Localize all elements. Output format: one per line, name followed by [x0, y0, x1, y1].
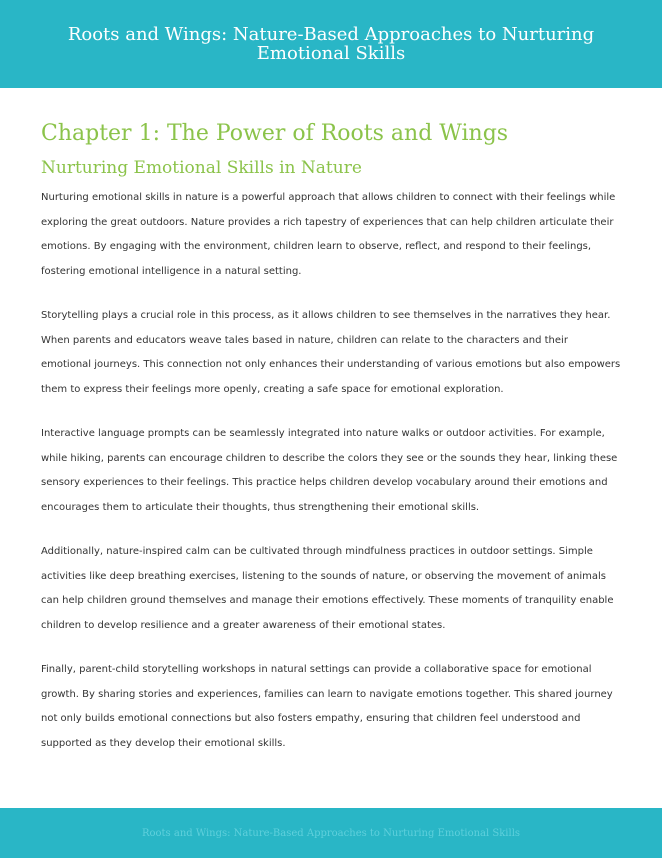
chapter-title: Chapter 1: The Power of Roots and Wings [41, 121, 509, 146]
footer-text: Roots and Wings: Nature-Based Approaches to Nurturing Emotional Skills [141, 827, 521, 839]
page-content [41, 118, 621, 776]
paragraph: Storytelling plays a crucial role in this process, as it allows children to see themselves in the narratives they hear. When parents and educators weave tales based in nature, children can relate to the characters and their emotional journeys. This connection not only enhances their understanding of various emotions but also empowers them to express their feelings more openly, creating a safe space for emotional exploration. [41, 310, 621, 395]
paragraph: Finally, parent-child storytelling workshops in natural settings can provide a collaborative space for emotional growth. By sharing stories and experiences, families can learn to navigate emotions together. This shared journey not only builds emotional connections but also fosters empathy, ensuring that children feel understood and supported as they develop their emotional skills. [41, 664, 613, 749]
paragraph: Nurturing emotional skills in nature is a powerful approach that allows children to connect with their feelings while exploring the great outdoors. Nature provides a rich tapestry of experiences that can help children articulate their emotions. By engaging with the environment, children learn to observe, reflect, and respond to their feelings, fostering emotional intelligence in a natural setting. [41, 192, 616, 277]
header-title: Roots and Wings: Nature-Based Approaches to Nurturing Emotional Skills [67, 24, 595, 64]
page-footer [0, 808, 662, 858]
paragraph: Additionally, nature-inspired calm can be cultivated through mindfulness practices in outdoor settings. Simple activities like deep breathing exercises, listening to the sounds of nature, or observing the movement of animals can help children ground themselves and manage their emotions effectively. These moments of tranquility enable children to develop resilience and a greater awareness of their emotional states. [41, 546, 614, 631]
section-title: Nurturing Emotional Skills in Nature [41, 158, 362, 178]
paragraph: Interactive language prompts can be seamlessly integrated into nature walks or outdoor activities. For example, while hiking, parents can encourage children to describe the colors they see or the sounds they hear, linking these sensory experiences to their feelings. This practice helps children develop vocabulary around their emotions and encourages them to articulate their thoughts, thus strengthening their emotional skills. [41, 428, 618, 513]
page-header [0, 0, 662, 88]
